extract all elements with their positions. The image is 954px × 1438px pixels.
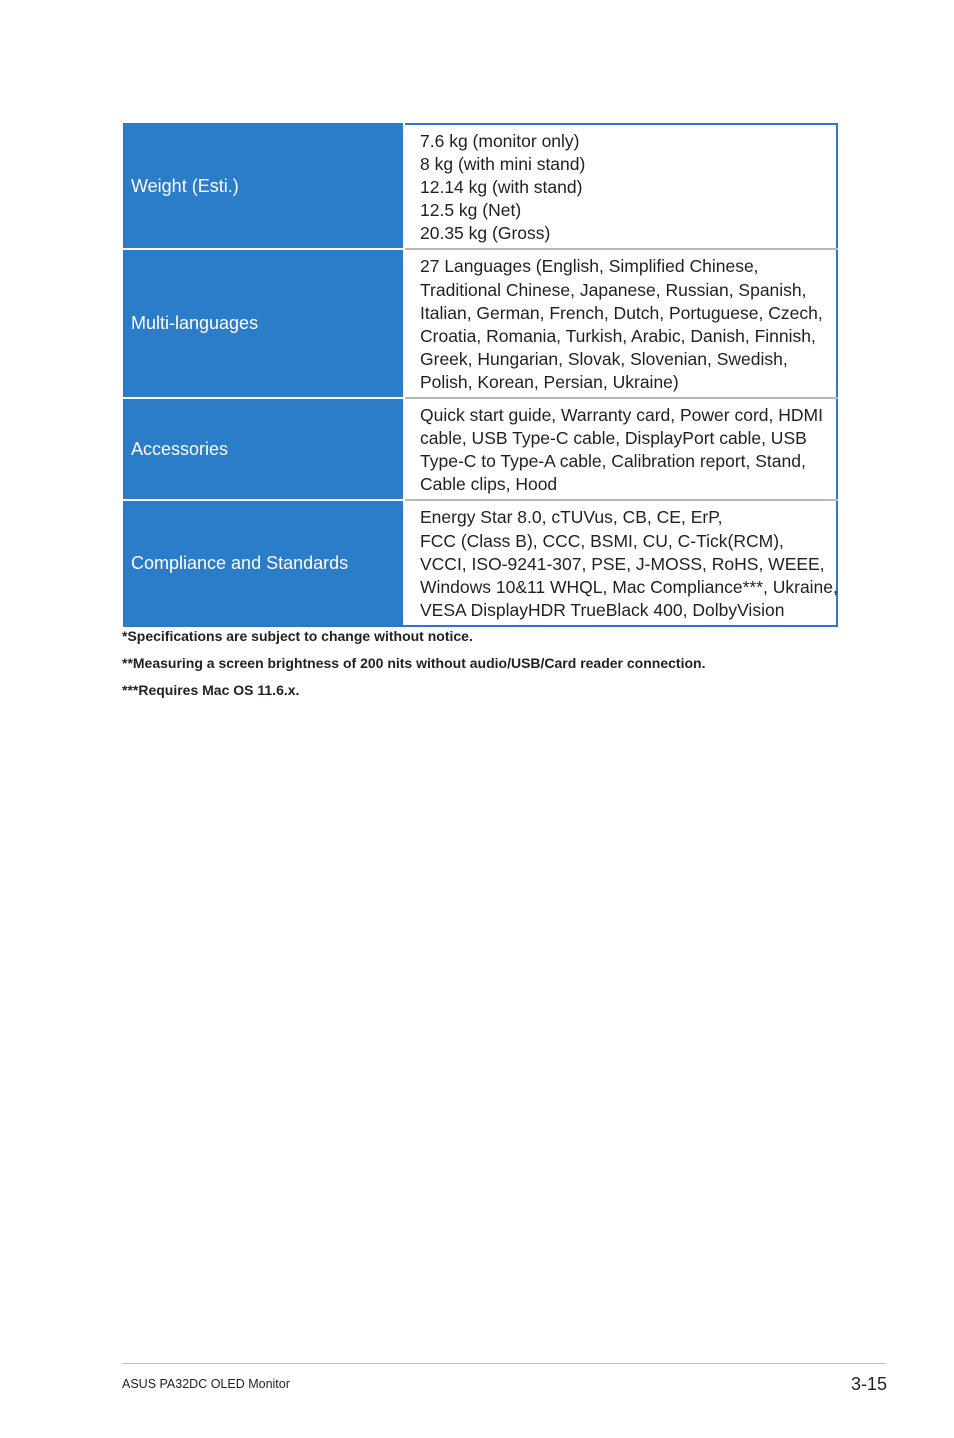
spec-value-line: 8 kg (with mini stand) (420, 154, 586, 175)
spec-row-accessories (124, 398, 837, 500)
footnote: *Specifications are subject to change without notice. (122, 628, 473, 644)
spec-value-line: Cable clips, Hood (420, 474, 558, 495)
footnotes (122, 627, 705, 708)
spec-value-line: 27 Languages (English, Simplified Chinese, (420, 256, 759, 277)
page-number: 3-15 (850, 1374, 887, 1394)
spec-value (404, 249, 837, 398)
spec-value-line: 12.5 kg (Net) (420, 200, 522, 221)
spec-value-line: Windows 10&11 WHQL, Mac Compliance***, Ukraine, (420, 576, 838, 597)
spec-value-line: Traditional Chinese, Japanese, Russian, Spanish, (420, 279, 807, 300)
spec-value-line: cable, USB Type-C cable, DisplayPort cable, USB (420, 428, 807, 449)
spec-value (404, 398, 837, 500)
footnote: **Measuring a screen brightness of 200 nits without audio/USB/Card reader connection. (122, 655, 706, 671)
spec-value-line: Croatia, Romania, Turkish, Arabic, Danish, Finnish, (420, 325, 816, 346)
spec-value-line: Greek, Hungarian, Slovak, Slovenian, Swedish, (420, 348, 788, 369)
spec-value-line: VESA DisplayHDR TrueBlack 400, DolbyVision (420, 599, 785, 620)
spec-value-line: 20.35 kg (Gross) (420, 223, 551, 244)
spec-value-line: Polish, Korean, Persian, Ukraine) (420, 371, 679, 392)
footer-divider (122, 1363, 886, 1364)
spec-label: Weight (Esti.) (124, 124, 404, 249)
spec-value-line: 12.14 kg (with stand) (420, 177, 583, 198)
spec-row-multi-languages (124, 249, 837, 398)
spec-row-weight (124, 124, 837, 249)
spec-value-line: FCC (Class B), CCC, BSMI, CU, C-Tick(RCM), (420, 530, 784, 551)
spec-label: Accessories (124, 398, 404, 500)
spec-value-line: Type-C to Type-A cable, Calibration report, Stand, (420, 451, 806, 472)
spec-value (404, 500, 837, 625)
spec-value-line: Quick start guide, Warranty card, Power cord, HDMI (420, 405, 823, 426)
spec-label: Multi-languages (124, 249, 404, 398)
spec-value (404, 124, 837, 249)
spec-value-line: Energy Star 8.0, cTUVus, CB, CE, ErP, (420, 507, 723, 528)
specifications-table (123, 123, 838, 627)
spec-row-compliance (124, 500, 837, 625)
spec-value-line: 7.6 kg (monitor only) (420, 131, 580, 151)
spec-value-line: VCCI, ISO-9241-307, PSE, J-MOSS, RoHS, WEEE, (420, 553, 825, 574)
spec-value-line: Italian, German, French, Dutch, Portuguese, Czech, (420, 302, 823, 323)
footer-product-name: ASUS PA32DC OLED Monitor (122, 1377, 290, 1391)
spec-label: Compliance and Standards (124, 500, 404, 625)
footnote: ***Requires Mac OS 11.6.x. (122, 682, 300, 698)
